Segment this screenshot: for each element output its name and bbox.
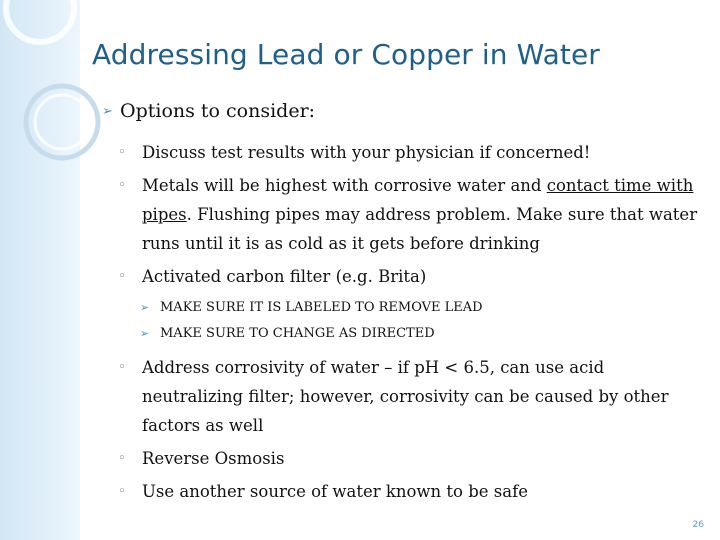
list-item	[118, 138, 702, 167]
sub-list-item-text: MAKE SURE TO CHANGE AS DIRECTED	[160, 326, 435, 341]
list-item	[118, 477, 702, 506]
list-item-text	[142, 171, 702, 258]
list-item-text-part: . Flushing pipes may address problem. Make sure that water runs until it is as cold as it gets before drinking	[142, 205, 698, 253]
list-item	[118, 444, 702, 473]
arrow-bullet-icon: ➢	[102, 104, 113, 119]
sub-list-item-text: MAKE SURE IT IS LABELED TO REMOVE LEAD	[160, 300, 483, 315]
list-item-text: Reverse Osmosis	[142, 449, 285, 468]
sub-list-item	[140, 295, 702, 321]
circle-bullet-icon: ◦	[118, 145, 126, 160]
list-item-text: Address corrosivity of water – if pH < 6.5, can use acid neutralizing filter; however, corrosivity can be caused by other factors as well	[142, 358, 669, 435]
circle-bullet-icon: ◦	[118, 178, 126, 193]
list-item-text: Use another source of water known to be safe	[142, 482, 528, 501]
slide-content	[102, 100, 702, 510]
circle-bullet-icon: ◦	[118, 484, 126, 499]
decorative-circles	[0, 0, 110, 180]
arrow-bullet-icon: ➢	[140, 301, 150, 314]
list-item-text: Activated carbon filter (e.g. Brita)	[142, 267, 427, 286]
options-heading	[102, 100, 702, 122]
list-item	[118, 353, 702, 440]
options-heading-text: Options to consider:	[120, 100, 316, 122]
list-item	[118, 262, 702, 291]
list-item	[118, 171, 702, 258]
sub-list-item	[140, 321, 702, 347]
page-number: 26	[692, 520, 704, 530]
arrow-bullet-icon: ➢	[140, 327, 150, 340]
slide-title: Addressing Lead or Copper in Water	[92, 38, 600, 71]
circle-bullet-icon: ◦	[118, 269, 126, 284]
underlined-phrase: contact time with pipes	[142, 176, 694, 224]
list-item-text: Discuss test results with your physician if concerned!	[142, 143, 591, 162]
list-item-text-part: Metals will be highest with corrosive water and	[142, 176, 547, 195]
circle-bullet-icon: ◦	[118, 451, 126, 466]
circle-bullet-icon: ◦	[118, 360, 126, 375]
